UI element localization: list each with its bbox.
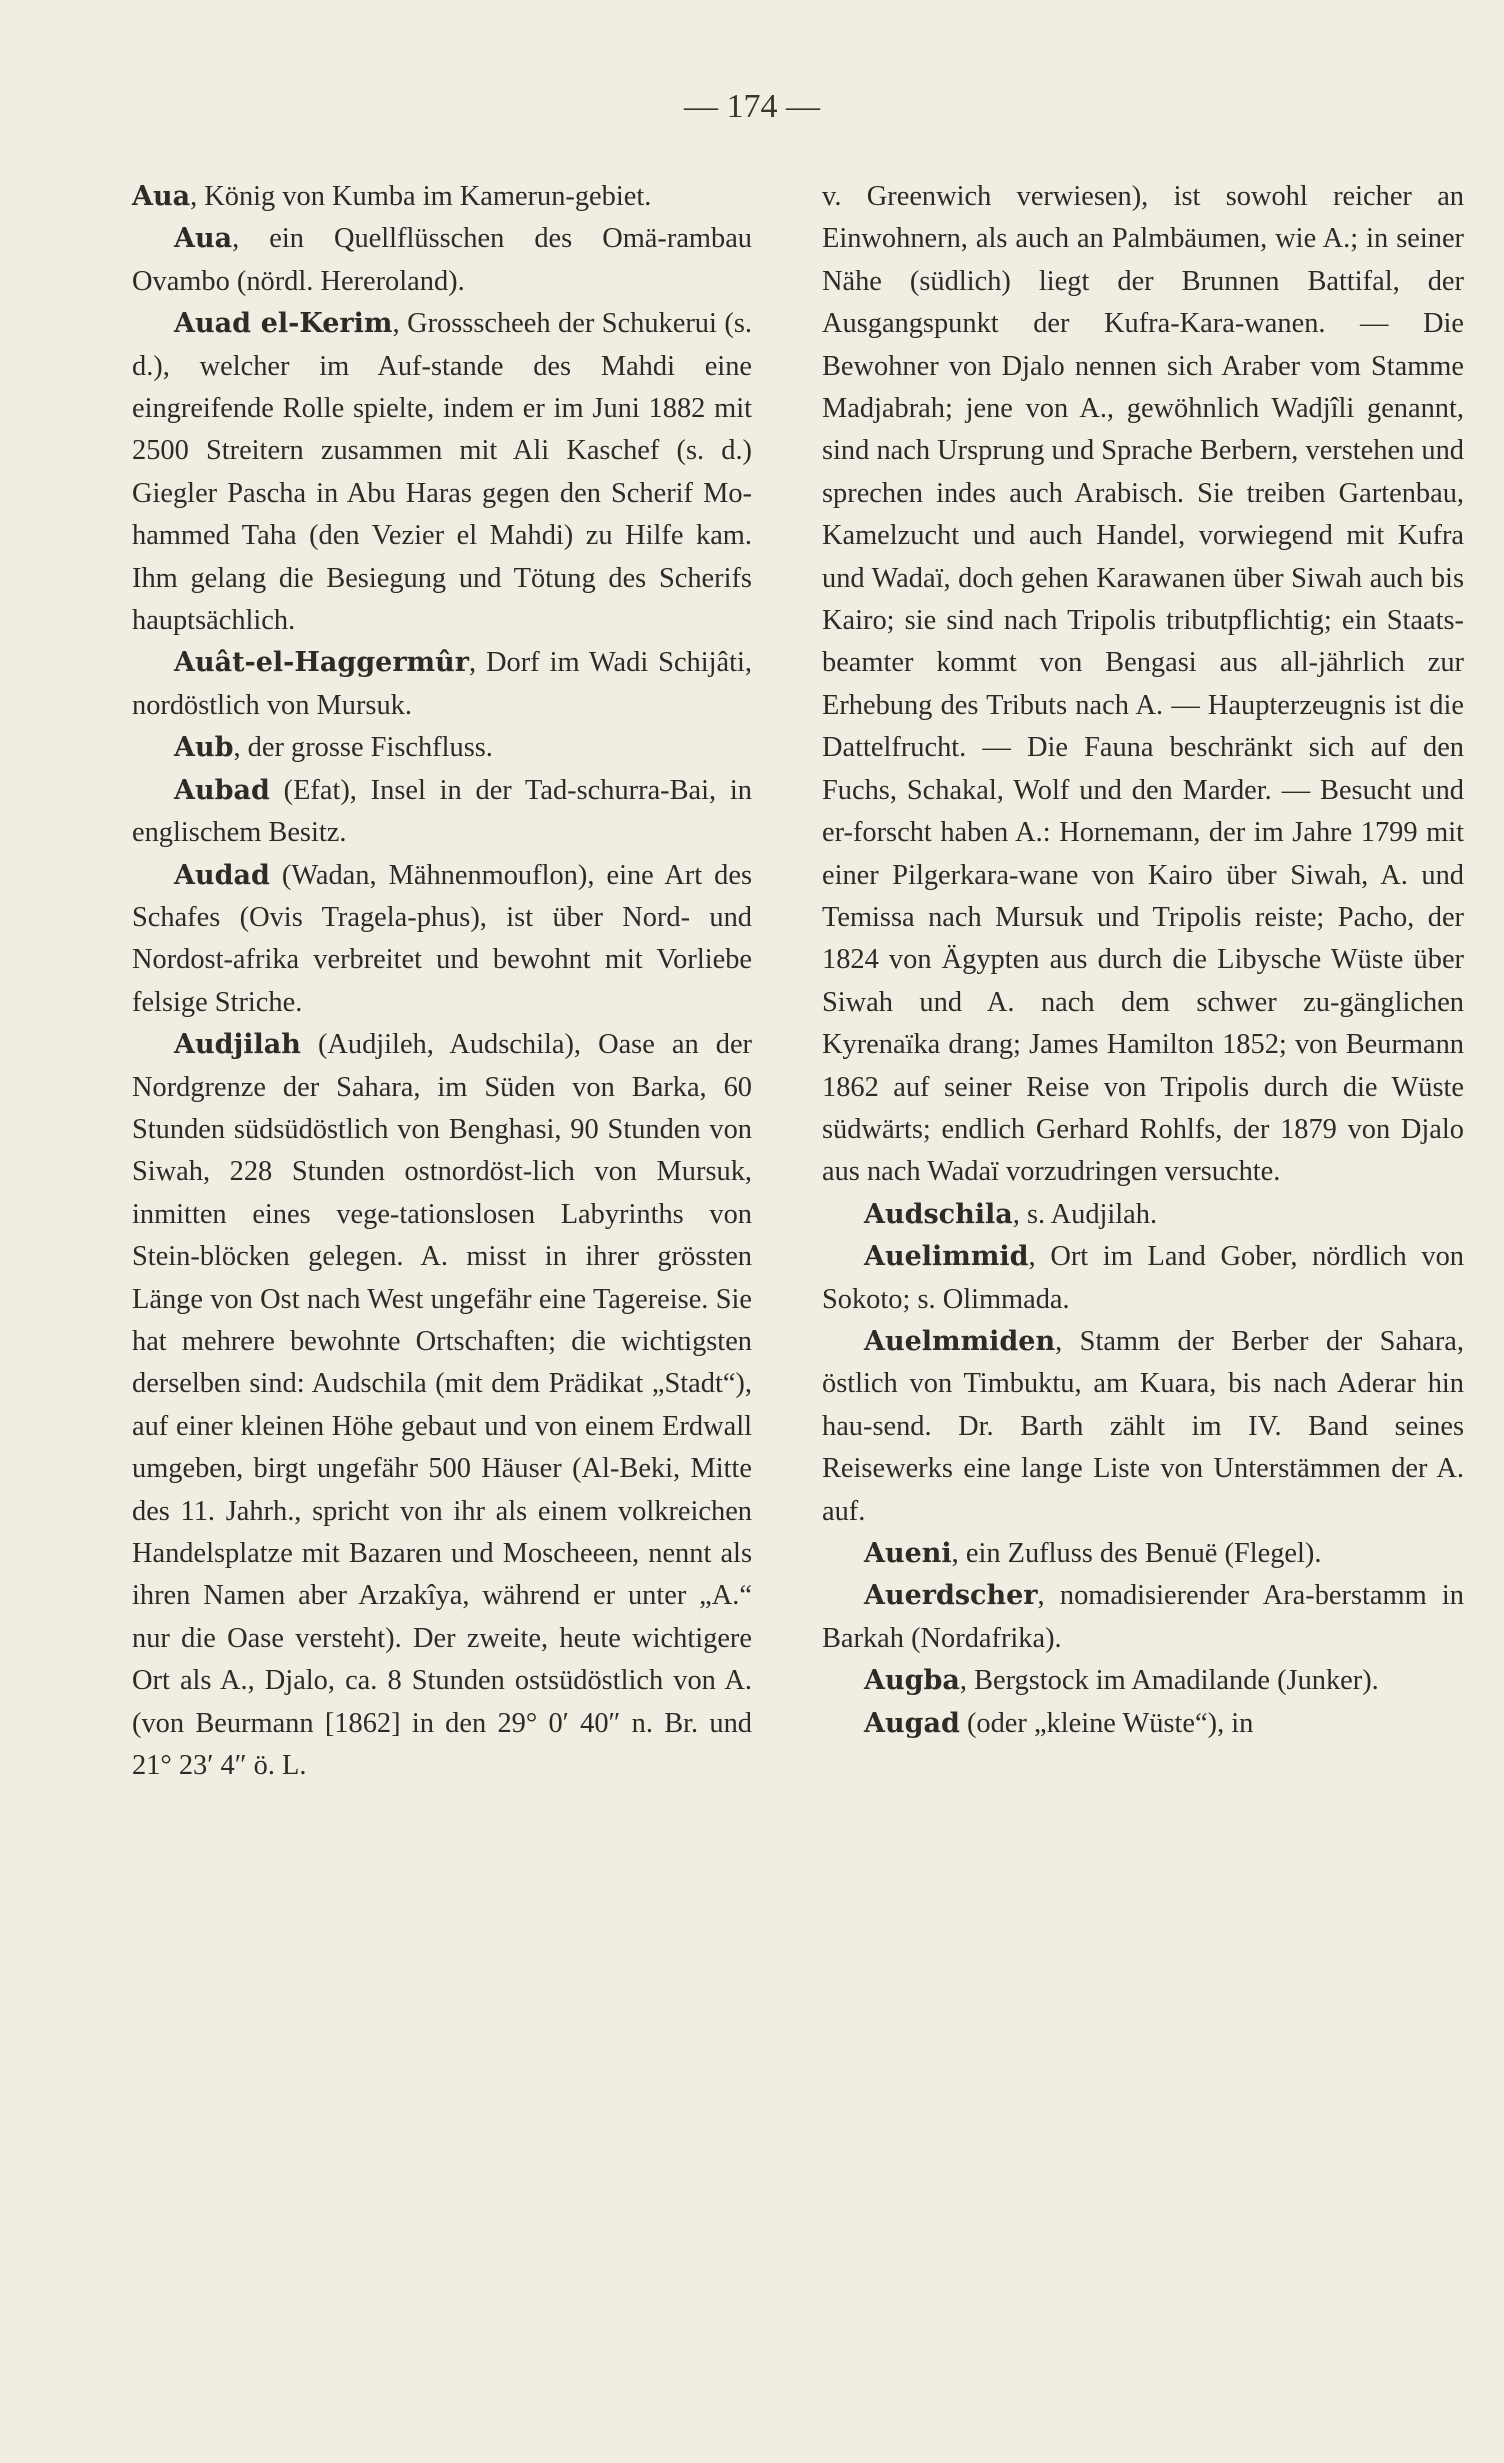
right-column <box>822 176 1464 1745</box>
entry <box>132 727 752 769</box>
entry-headword: Auerdscher <box>864 1580 1038 1612</box>
entry-headword: Audjilah <box>174 1029 301 1061</box>
entry-headword: Aua <box>174 223 233 255</box>
entry-text: v. Greenwich verwiesen), ist sowohl reicher an Einwohnern, als auch an Palmbäumen, wie A.; in seiner Nähe (südlich) liegt der Brunnen Battifal, der Ausgangspunkt der Kufra-Kara-wanen. — Die Bewohner von Djalo nennen sich Araber vom Stamme Madjabrah; jene von A., gewöhnlich Wadjîli genannt, sind nach Ursprung und Sprache Berbern, verstehen und sprechen indes auch Arabisch. Sie treiben Gartenbau, Kamelzucht und auch Handel, vorwiegend mit Kufra und Wadaï, doch gehen Karawanen über Siwah auch bis Kairo; sie sind nach Tripolis tributpflichtig; ein Staats-beamter kommt von Bengasi aus all-jährlich zur Erhebung des Tributs nach A. — Haupterzeugnis ist die Dattelfrucht. — Die Fauna beschränkt sich auf den Fuchs, Schakal, Wolf und den Marder. — Besucht und er-forscht haben A.: Hornemann, der im Jahre 1799 mit einer Pilgerkara-wane von Kairo über Siwah, A. und Temissa nach Mursuk und Tripolis reiste; Pacho, der 1824 von Ägypten aus durch die Libysche Wüste über Siwah und A. nach dem schwer zu-gänglichen Kyrenaïka drang; James Hamilton 1852; von Beurmann 1862 auf seiner Reise von Tripolis durch die Wüste südwärts; endlich Gerhard Rohlfs, der 1879 von Djalo aus nach Wadaï vorzudringen versuchte. <box>822 181 1464 1188</box>
entry-text: , s. Audjilah. <box>1012 1198 1158 1230</box>
entry-text: , Grossscheeh der Schukerui (s. d.), welcher im Auf-stande des Mahdi eine eingreifende Rolle spielte, indem er im Juni 1882 mit 2500 Streitern zusammen mit Ali Kaschef (s. d.) Giegler Pascha in Abu Haras gegen den Scherif Mo-hammed Taha (den Vezier el Mahdi) zu Hilfe kam. Ihm gelang die Besiegung und Tötung des Scherifs hauptsächlich. <box>132 308 752 637</box>
entry-text: (Efat), Insel in der Tad-schurra-Bai, in englischem Besitz. <box>132 774 752 849</box>
entry <box>132 218 752 303</box>
entry <box>822 1194 1464 1236</box>
entry-headword: Aua <box>132 181 191 212</box>
entry-text: , Ort im Land Gober, nördlich von Sokoto; s. Olimmada. <box>822 1241 1464 1315</box>
entry <box>822 176 1464 1194</box>
entry-headword: Aub <box>174 732 234 764</box>
entry <box>822 1236 1464 1321</box>
entry <box>822 1660 1464 1702</box>
entry-headword: Auelimmid <box>864 1241 1029 1273</box>
entry-text: , ein Quellflüsschen des Omä-rambau Ovambo (nördl. Hereroland). <box>132 223 752 297</box>
entry <box>132 176 752 218</box>
entry-text: , Bergstock im Amadilande (Junker). <box>959 1665 1379 1697</box>
entry-headword: Audschila <box>864 1198 1013 1230</box>
entry <box>822 1533 1464 1575</box>
entry-text: , der grosse Fischfluss. <box>233 732 493 764</box>
entry-text: (Wadan, Mähnenmouflon), eine Art des Schafes (Ovis Tragela-phus), ist über Nord- und Nordost-afrika verbreitet und bewohnt mit Vorliebe felsige Striche. <box>132 859 752 1018</box>
entry-headword: Auad el-Kerim <box>174 308 393 340</box>
entry-headword: Augad <box>864 1707 960 1739</box>
entry-text: , König von Kumba im Kamerun-gebiet. <box>190 181 652 212</box>
entry-headword: Auelmmiden <box>864 1325 1056 1357</box>
entry <box>822 1703 1464 1745</box>
entry <box>132 303 752 642</box>
left-column <box>132 176 752 1787</box>
entry-headword: Aubad <box>174 774 270 806</box>
entry <box>132 855 752 1025</box>
entry <box>822 1321 1464 1533</box>
entry <box>132 642 752 727</box>
entry-headword: Auât-el-Haggermûr <box>174 647 469 679</box>
entry-headword: Augba <box>864 1665 960 1697</box>
entry <box>132 770 752 855</box>
entry-text: , nomadisierender Ara-berstamm in Barkah (Nordafrika). <box>822 1580 1464 1654</box>
entry-text: , Stamm der Berber der Sahara, östlich von Timbuktu, am Kuara, bis nach Aderar hin hau-send. Dr. Barth zählt im IV. Band seines Reisewerks eine lange Liste von Unterstämmen der A. auf. <box>822 1325 1464 1527</box>
entry-text: , Dorf im Wadi Schijâti, nordöstlich von Mursuk. <box>132 647 752 721</box>
entry-text: , ein Zufluss des Benuë (Flegel). <box>951 1538 1322 1569</box>
entry-text: (Audjileh, Audschila), Oase an der Nordgrenze der Sahara, im Süden von Barka, 60 Stunden südsüdöstlich von Benghasi, 90 Stunden von Siwah, 228 Stunden ostnordöst-lich von Mursuk, inmitten eines vege-tationslosen Labyrinths von Stein-blöcken gelegen. A. misst in ihrer grössten Länge von Ost nach West ungefähr eine Tagereise. Sie hat mehrere bewohnte Ortschaften; die wichtigsten derselben sind: Audschila (mit dem Prädikat „Stadt“), auf einer kleinen Höhe gebaut und von einem Erdwall umgeben, birgt ungefähr 500 Häuser (Al-Beki, Mitte des 11. Jahrh., spricht von ihr als einem volkreichen Handelsplatze mit Bazaren und Moscheeen, nennt als ihren Namen aber Arzakîya, während er unter „A.“ nur die Oase versteht). Der zweite, heute wichtigere Ort als A., Djalo, ca. 8 Stunden ostsüdöstlich von A. (von Beurmann [1862] in den 29° 0′ 40″ n. Br. und 21° 23′ 4″ ö. L. <box>132 1029 752 1782</box>
page-number: — 174 — <box>684 88 820 125</box>
entry-headword: Aueni <box>864 1538 952 1569</box>
entry <box>132 1024 752 1787</box>
entry-headword: Audad <box>174 859 270 891</box>
entry-text: (oder „kleine Wüste“), in <box>959 1707 1254 1739</box>
entry <box>822 1575 1464 1660</box>
